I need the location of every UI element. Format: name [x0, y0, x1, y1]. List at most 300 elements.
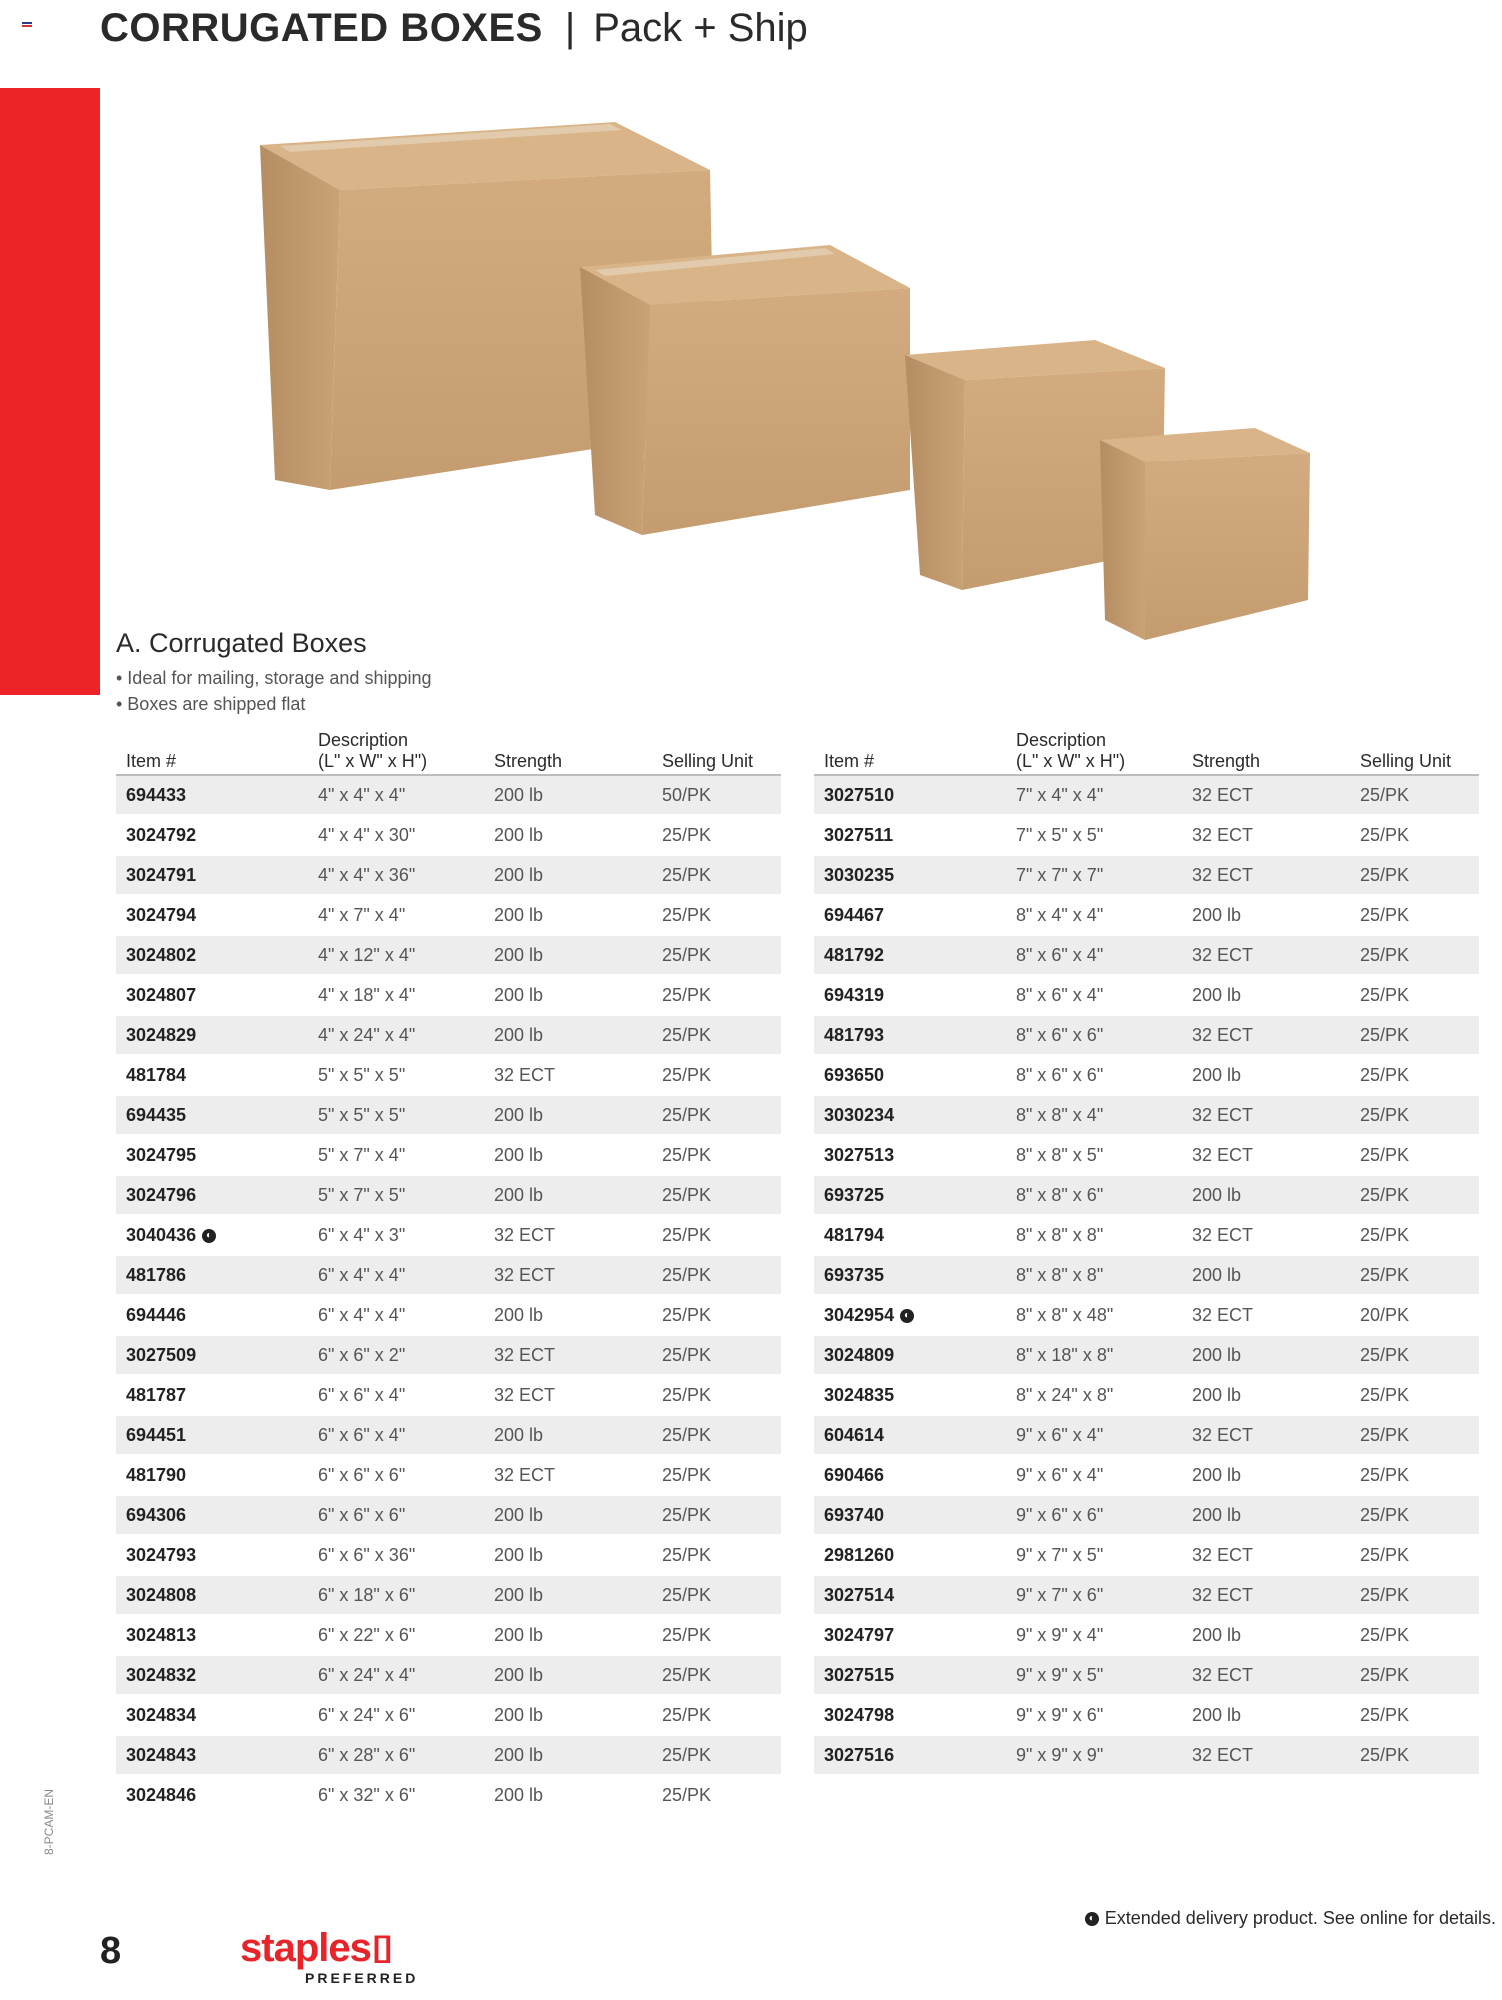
logo-sub: PREFERRED — [305, 1970, 419, 1986]
item-number — [116, 1415, 308, 1455]
selling-unit-text: 25/PK — [662, 1784, 712, 1805]
strength-text: 200 lb — [494, 984, 544, 1005]
description-text: 6" x 6" x 4" — [318, 1384, 406, 1405]
table-row — [814, 1575, 1479, 1615]
item-number-text: 3030235 — [824, 864, 895, 885]
description — [308, 775, 484, 815]
selling-unit — [1350, 1455, 1479, 1495]
table-row — [116, 1215, 781, 1255]
description-text: 8" x 4" x 4" — [1016, 904, 1104, 925]
selling-unit-text: 25/PK — [662, 944, 712, 965]
selling-unit — [652, 1095, 781, 1135]
strength — [1182, 1415, 1350, 1455]
strength — [1182, 1015, 1350, 1055]
description-text: 7" x 4" x 4" — [1016, 784, 1104, 805]
table-row — [814, 1255, 1479, 1295]
selling-unit — [652, 815, 781, 855]
table-row — [814, 855, 1479, 895]
selling-unit-text: 25/PK — [662, 1664, 712, 1685]
item-number — [814, 935, 1006, 975]
header-title: CORRUGATED BOXES — [100, 5, 543, 50]
description — [1006, 935, 1182, 975]
strength-text: 200 lb — [494, 944, 544, 965]
strength-text: 200 lb — [494, 1584, 544, 1605]
strength — [1182, 1295, 1350, 1335]
selling-unit — [1350, 1135, 1479, 1175]
table-row — [116, 855, 781, 895]
strength — [1182, 1735, 1350, 1775]
description-text: 4" x 7" x 4" — [318, 904, 406, 925]
description-text: 5" x 7" x 5" — [318, 1184, 406, 1205]
item-number-text: 3024792 — [126, 824, 197, 845]
selling-unit — [652, 1335, 781, 1375]
item-number — [116, 1735, 308, 1775]
selling-unit — [1350, 1495, 1479, 1535]
description — [1006, 1615, 1182, 1655]
description-text: 5" x 5" x 5" — [318, 1064, 406, 1085]
description — [1006, 1495, 1182, 1535]
selling-unit-text: 25/PK — [1360, 1464, 1410, 1485]
description-text: 8" x 8" x 8" — [1016, 1264, 1104, 1285]
selling-unit-text: 25/PK — [662, 1304, 712, 1325]
description-text: 4" x 18" x 4" — [318, 984, 416, 1005]
description-text: 6" x 32" x 6" — [318, 1784, 416, 1805]
table-row — [814, 935, 1479, 975]
strength — [484, 775, 652, 815]
table-row — [814, 1015, 1479, 1055]
item-number-text: 3024846 — [126, 1784, 197, 1805]
description — [308, 1575, 484, 1615]
item-number — [116, 1215, 308, 1255]
strength — [1182, 1575, 1350, 1615]
item-number-text: 3027516 — [824, 1744, 895, 1765]
selling-unit-text: 25/PK — [1360, 984, 1410, 1005]
item-number — [814, 1335, 1006, 1375]
item-number-text: 3024795 — [126, 1144, 197, 1165]
selling-unit-text: 25/PK — [662, 1424, 712, 1445]
selling-unit — [1350, 1175, 1479, 1215]
strength — [1182, 775, 1350, 815]
strength-text: 200 lb — [494, 1184, 544, 1205]
col-unit: Selling Unit — [1350, 726, 1479, 775]
selling-unit-text: 25/PK — [662, 1504, 712, 1525]
selling-unit — [1350, 855, 1479, 895]
item-number — [116, 1375, 308, 1415]
strength-text: 200 lb — [494, 784, 544, 805]
strength — [484, 975, 652, 1015]
description-text: 7" x 7" x 7" — [1016, 864, 1104, 885]
strength-text: 32 ECT — [1192, 1144, 1254, 1165]
description — [1006, 1455, 1182, 1495]
item-number-text: 694451 — [126, 1424, 187, 1445]
description — [308, 855, 484, 895]
description-text: 6" x 6" x 36" — [318, 1544, 416, 1565]
description-text: 5" x 7" x 4" — [318, 1144, 406, 1165]
item-number — [814, 1095, 1006, 1135]
table-row — [116, 1415, 781, 1455]
item-number — [116, 815, 308, 855]
brand-red-bar — [0, 88, 100, 695]
description-text: 9" x 9" x 5" — [1016, 1664, 1104, 1685]
strength — [484, 1615, 652, 1655]
strength-text: 200 lb — [1192, 1504, 1242, 1525]
selling-unit — [652, 1015, 781, 1055]
strength-text: 32 ECT — [494, 1464, 556, 1485]
selling-unit-text: 25/PK — [1360, 1584, 1410, 1605]
description-text: 4" x 4" x 36" — [318, 864, 416, 885]
item-number — [814, 975, 1006, 1015]
selling-unit — [1350, 1415, 1479, 1455]
description — [308, 1415, 484, 1455]
description-text: 9" x 7" x 5" — [1016, 1544, 1104, 1565]
spec-table-right — [814, 726, 1479, 1776]
selling-unit-text: 25/PK — [1360, 1224, 1410, 1245]
selling-unit — [652, 1655, 781, 1695]
selling-unit — [652, 1695, 781, 1735]
item-number-text: 481786 — [126, 1264, 187, 1285]
description — [308, 975, 484, 1015]
item-number-text: 694319 — [824, 984, 885, 1005]
description-text: 9" x 6" x 4" — [1016, 1464, 1104, 1485]
page-number: 8 — [100, 1930, 122, 1972]
description-text: 6" x 28" x 6" — [318, 1744, 416, 1765]
description — [1006, 775, 1182, 815]
item-number-text: 3027509 — [126, 1344, 197, 1365]
item-number-text: 694435 — [126, 1104, 187, 1125]
selling-unit — [1350, 975, 1479, 1015]
description-text: 4" x 4" x 30" — [318, 824, 416, 845]
strength-text: 200 lb — [1192, 1624, 1242, 1645]
strength-text: 200 lb — [1192, 1704, 1242, 1725]
strength-text: 200 lb — [494, 1104, 544, 1125]
selling-unit — [1350, 1215, 1479, 1255]
table-row — [814, 1295, 1479, 1335]
description-text: 6" x 4" x 4" — [318, 1264, 406, 1285]
extended-delivery-icon: ◐ — [900, 1309, 914, 1323]
strength-text: 200 lb — [494, 1544, 544, 1565]
description-text: 8" x 8" x 4" — [1016, 1104, 1104, 1125]
item-number-text: 3027513 — [824, 1144, 895, 1165]
item-number — [814, 1255, 1006, 1295]
description — [1006, 1335, 1182, 1375]
selling-unit-text: 25/PK — [662, 824, 712, 845]
table-row — [116, 1695, 781, 1735]
selling-unit — [652, 1455, 781, 1495]
footnote — [1085, 1908, 1496, 1929]
selling-unit — [1350, 775, 1479, 815]
col-description-line1: Description — [318, 730, 409, 750]
staples-preferred-logo — [240, 1928, 418, 1986]
item-number-text: 481794 — [824, 1224, 885, 1245]
selling-unit — [652, 1295, 781, 1335]
bullet-2: • Boxes are shipped flat — [116, 694, 306, 714]
selling-unit-text: 25/PK — [662, 1104, 712, 1125]
strength — [484, 1455, 652, 1495]
item-number — [814, 1135, 1006, 1175]
description — [1006, 1735, 1182, 1775]
header-subtitle: Pack + Ship — [593, 5, 808, 50]
strength — [484, 1175, 652, 1215]
description-text: 9" x 6" x 4" — [1016, 1424, 1104, 1445]
table-row — [814, 895, 1479, 935]
description-text: 9" x 7" x 6" — [1016, 1584, 1104, 1605]
selling-unit — [1350, 1015, 1479, 1055]
item-number-text: 481792 — [824, 944, 885, 965]
table-row — [814, 1335, 1479, 1375]
selling-unit-text: 25/PK — [662, 864, 712, 885]
description-text: 6" x 22" x 6" — [318, 1624, 416, 1645]
strength — [1182, 1335, 1350, 1375]
logo-bracket: [] — [372, 1931, 391, 1964]
item-number — [116, 1255, 308, 1295]
strength — [484, 1055, 652, 1095]
description-text: 6" x 24" x 4" — [318, 1664, 416, 1685]
item-number-text: 693740 — [824, 1504, 885, 1525]
description-text: 8" x 18" x 8" — [1016, 1344, 1114, 1365]
selling-unit-text: 25/PK — [1360, 904, 1410, 925]
strength — [484, 1015, 652, 1055]
description — [1006, 855, 1182, 895]
item-number — [116, 1695, 308, 1735]
strength — [484, 1735, 652, 1775]
strength — [484, 1695, 652, 1735]
item-number-text: 3024832 — [126, 1664, 197, 1685]
col-strength: Strength — [484, 726, 652, 775]
item-number-text: 3024807 — [126, 984, 197, 1005]
description — [1006, 895, 1182, 935]
section-title: A. Corrugated Boxes — [116, 628, 367, 658]
item-number-text: 3024835 — [824, 1384, 895, 1405]
table-row — [814, 1175, 1479, 1215]
description — [1006, 815, 1182, 855]
table-row — [116, 935, 781, 975]
selling-unit — [1350, 1615, 1479, 1655]
item-number — [116, 1535, 308, 1575]
selling-unit-text: 25/PK — [662, 1224, 712, 1245]
selling-unit-text: 25/PK — [1360, 1504, 1410, 1525]
selling-unit-text: 25/PK — [1360, 1064, 1410, 1085]
selling-unit-text: 25/PK — [662, 1464, 712, 1485]
description — [1006, 1695, 1182, 1735]
item-number-text: 3024793 — [126, 1544, 197, 1565]
strength-text: 32 ECT — [494, 1064, 556, 1085]
description — [1006, 1375, 1182, 1415]
item-number-text: 3024797 — [824, 1624, 895, 1645]
strength-text: 200 lb — [494, 1744, 544, 1765]
strength-text: 200 lb — [1192, 904, 1242, 925]
item-number — [814, 815, 1006, 855]
item-number-text: 604614 — [824, 1424, 885, 1445]
selling-unit — [652, 1575, 781, 1615]
strength-text: 200 lb — [494, 824, 544, 845]
item-number-text: 2981260 — [824, 1544, 895, 1565]
strength — [1182, 1615, 1350, 1655]
extended-delivery-icon: ◐ — [202, 1229, 216, 1243]
strength-text: 32 ECT — [1192, 1304, 1254, 1325]
strength — [1182, 1255, 1350, 1295]
strength-text: 32 ECT — [1192, 1544, 1254, 1565]
description — [308, 1055, 484, 1095]
strength-text: 200 lb — [494, 1144, 544, 1165]
spec-table-left — [116, 726, 781, 1816]
strength — [484, 855, 652, 895]
table-row — [116, 1495, 781, 1535]
selling-unit-text: 25/PK — [662, 1264, 712, 1285]
selling-unit-text: 25/PK — [662, 1344, 712, 1365]
table-row — [116, 895, 781, 935]
strength — [484, 1135, 652, 1175]
selling-unit — [1350, 1095, 1479, 1135]
selling-unit-text: 25/PK — [1360, 1144, 1410, 1165]
table-row — [116, 1335, 781, 1375]
item-number-text: 3040436 — [126, 1224, 197, 1245]
strength-text: 32 ECT — [494, 1264, 556, 1285]
item-number-text: 481784 — [126, 1064, 187, 1085]
strength-text: 200 lb — [1192, 1384, 1242, 1405]
description-text: 6" x 6" x 4" — [318, 1424, 406, 1445]
selling-unit — [1350, 1535, 1479, 1575]
selling-unit — [652, 855, 781, 895]
selling-unit — [652, 1775, 781, 1815]
description — [308, 1495, 484, 1535]
table-row — [814, 1415, 1479, 1455]
page-header — [100, 0, 808, 56]
table-row — [814, 1495, 1479, 1535]
strength — [1182, 895, 1350, 935]
table-row — [116, 1575, 781, 1615]
catalog-code: 8-PCAM-EN — [42, 1788, 56, 1855]
item-number-text: 3024843 — [126, 1744, 197, 1765]
table-row — [116, 1735, 781, 1775]
item-number — [814, 1695, 1006, 1735]
selling-unit-text: 25/PK — [1360, 864, 1410, 885]
table-row — [814, 1055, 1479, 1095]
selling-unit-text: 25/PK — [662, 904, 712, 925]
description — [1006, 1575, 1182, 1615]
table-header-row — [116, 726, 781, 775]
selling-unit-text: 20/PK — [1360, 1304, 1410, 1325]
description — [1006, 1095, 1182, 1135]
strength — [1182, 1495, 1350, 1535]
item-number — [814, 895, 1006, 935]
header-separator: | — [564, 5, 576, 50]
selling-unit — [652, 1175, 781, 1215]
selling-unit-text: 25/PK — [662, 1584, 712, 1605]
selling-unit-text: 25/PK — [1360, 944, 1410, 965]
selling-unit — [652, 895, 781, 935]
col-description-line2: (L" x W" x H") — [1016, 751, 1126, 771]
selling-unit — [1350, 935, 1479, 975]
item-number — [814, 1655, 1006, 1695]
corrugated-boxes-image — [250, 110, 1410, 670]
strength — [484, 895, 652, 935]
description-text: 9" x 6" x 6" — [1016, 1504, 1104, 1525]
selling-unit-text: 25/PK — [1360, 1424, 1410, 1445]
strength-text: 200 lb — [1192, 1344, 1242, 1365]
language-flag-icon — [22, 22, 32, 29]
strength — [484, 1775, 652, 1815]
description — [1006, 975, 1182, 1015]
strength-text: 32 ECT — [1192, 1584, 1254, 1605]
item-number — [116, 1455, 308, 1495]
selling-unit-text: 25/PK — [662, 1144, 712, 1165]
description-text: 8" x 8" x 8" — [1016, 1224, 1104, 1245]
selling-unit-text: 25/PK — [1360, 784, 1410, 805]
strength — [1182, 1215, 1350, 1255]
strength-text: 32 ECT — [1192, 944, 1254, 965]
description — [1006, 1175, 1182, 1215]
selling-unit-text: 50/PK — [662, 784, 712, 805]
strength — [1182, 1095, 1350, 1135]
selling-unit — [1350, 1695, 1479, 1735]
description — [1006, 1055, 1182, 1095]
item-number — [116, 1575, 308, 1615]
table-row — [116, 1135, 781, 1175]
selling-unit — [1350, 1295, 1479, 1335]
description-text: 8" x 6" x 4" — [1016, 944, 1104, 965]
table-row — [116, 1055, 781, 1095]
strength — [1182, 1175, 1350, 1215]
item-number-text: 3027514 — [824, 1584, 895, 1605]
description — [1006, 1535, 1182, 1575]
selling-unit — [652, 1135, 781, 1175]
item-number-text: 3024791 — [126, 864, 197, 885]
item-number — [814, 1575, 1006, 1615]
item-number — [116, 1095, 308, 1135]
strength — [484, 1375, 652, 1415]
strength-text: 200 lb — [1192, 1064, 1242, 1085]
selling-unit-text: 25/PK — [662, 1704, 712, 1725]
item-number — [814, 1415, 1006, 1455]
item-number — [116, 1135, 308, 1175]
col-item: Item # — [116, 726, 308, 775]
table-row — [814, 1135, 1479, 1175]
table-row — [116, 1255, 781, 1295]
item-number — [814, 1615, 1006, 1655]
selling-unit — [652, 1535, 781, 1575]
description — [308, 1295, 484, 1335]
item-number-text: 3024809 — [824, 1344, 895, 1365]
selling-unit-text: 25/PK — [1360, 1704, 1410, 1725]
strength — [484, 1535, 652, 1575]
table-row — [116, 1015, 781, 1055]
description-text: 9" x 9" x 6" — [1016, 1704, 1104, 1725]
table-row — [814, 1375, 1479, 1415]
selling-unit — [1350, 895, 1479, 935]
item-number — [814, 1735, 1006, 1775]
strength-text: 32 ECT — [1192, 1024, 1254, 1045]
description — [308, 895, 484, 935]
selling-unit-text: 25/PK — [1360, 1384, 1410, 1405]
strength — [1182, 855, 1350, 895]
item-number-text: 693650 — [824, 1064, 885, 1085]
strength — [1182, 975, 1350, 1015]
strength-text: 32 ECT — [1192, 824, 1254, 845]
description — [1006, 1015, 1182, 1055]
description — [308, 1215, 484, 1255]
description-text: 7" x 5" x 5" — [1016, 824, 1104, 845]
item-number-text: 3027511 — [824, 824, 894, 845]
description — [308, 815, 484, 855]
selling-unit — [652, 1735, 781, 1775]
strength — [1182, 935, 1350, 975]
item-number — [116, 1295, 308, 1335]
description — [308, 1135, 484, 1175]
description — [1006, 1415, 1182, 1455]
item-number-text: 694467 — [824, 904, 885, 925]
item-number — [116, 1495, 308, 1535]
description-text: 8" x 8" x 6" — [1016, 1184, 1104, 1205]
